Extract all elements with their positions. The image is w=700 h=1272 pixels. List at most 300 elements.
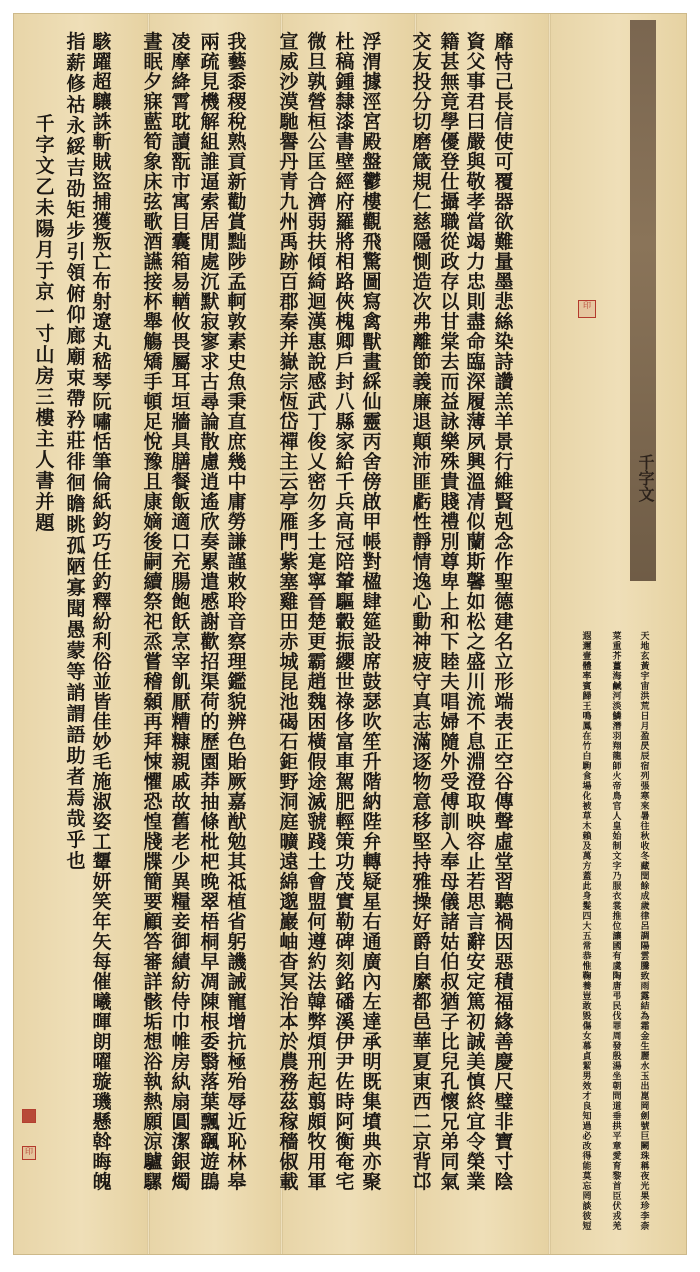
seal-script-character: 祜: [66, 94, 86, 116]
seal-script-character: 服: [612, 882, 622, 892]
seal-script-character: 貽: [227, 751, 247, 773]
seal-script-character: 切: [412, 111, 432, 133]
seal-script-character: 黜: [227, 231, 247, 253]
seal-script-character: 舊: [171, 811, 191, 833]
seal-script-character: 旦: [307, 51, 327, 73]
seal-script-character: 孤: [66, 535, 86, 557]
seal-script-character: 屬: [171, 351, 191, 373]
seal-script-character: 顰: [92, 851, 112, 873]
seal-script-character: 哉: [66, 808, 86, 830]
seal-script-character: 嘉: [227, 791, 247, 813]
seal-script-character: 肥: [335, 791, 355, 813]
seal-script-character: 敢: [582, 1002, 592, 1012]
seal-script-character: 洞: [279, 791, 299, 813]
seal-script-character: 王: [582, 702, 592, 712]
seal-script-character: 枇: [200, 831, 220, 853]
seal-script-character: 隨: [440, 731, 460, 753]
seal-script-character: 佐: [335, 1071, 355, 1093]
seal-script-character: 叛: [92, 231, 112, 253]
seal-script-character: 姑: [440, 931, 460, 953]
seal-script-character: 堂: [494, 851, 514, 873]
seal-script-character: 若: [466, 871, 486, 893]
seal-script-character: 梧: [200, 911, 220, 933]
seal-script-character: 首: [612, 1182, 622, 1192]
seal-script-character: 於: [279, 1031, 299, 1053]
seal-script-character: 敦: [227, 311, 247, 333]
seal-script-character: 攸: [171, 311, 191, 333]
seal-script-character: 習: [494, 871, 514, 893]
seal-script-character: 堅: [412, 831, 432, 853]
seal-script-character: 輦: [335, 571, 355, 593]
seal-script-character: 碣: [279, 711, 299, 733]
seal-script-character: 誠: [466, 1031, 486, 1053]
seal-script-character: 都: [412, 991, 432, 1013]
seal-script-character: 次: [412, 291, 432, 313]
seal-script-character: 俗: [92, 651, 112, 673]
seal-script-character: 謙: [227, 531, 247, 553]
seal-script-character: 乃: [612, 872, 622, 882]
seal-script-character: 俠: [335, 291, 355, 313]
seal-script-character: 浮: [362, 31, 382, 53]
seal-script-character: 經: [335, 171, 355, 193]
seal-script-character: 席: [362, 651, 382, 673]
seal-script-character: 黍: [227, 71, 247, 93]
seal-script-character: 累: [200, 551, 220, 573]
seal-script-character: 莫: [582, 1172, 592, 1182]
seal-script-character: 杷: [200, 851, 220, 873]
seal-script-character: 曠: [279, 831, 299, 853]
seal-script-character: 洪: [640, 692, 650, 702]
seal-script-character: 辭: [466, 931, 486, 953]
seal-script-character: 尺: [494, 1071, 514, 1093]
seal-script-character: 帳: [362, 531, 382, 553]
seal-script-character: 韓: [307, 991, 327, 1013]
seal-script-character: 水: [640, 1062, 650, 1072]
seal-script-character: 植: [227, 891, 247, 913]
seal-script-character: 飄: [200, 1111, 220, 1133]
seal-script-character: 周: [612, 1032, 622, 1042]
seal-script-character: 牒: [143, 851, 163, 873]
seal-script-character: 靜: [412, 531, 432, 553]
seal-script-character: 靈: [362, 411, 382, 433]
seal-script-character: 寔: [307, 551, 327, 573]
seal-script-character: 祗: [227, 871, 247, 893]
seal-script-character: 誚: [66, 682, 86, 704]
seal-script-character: 步: [66, 220, 86, 242]
seal-script-character: 弱: [307, 211, 327, 233]
seal-script-character: 伊: [335, 1031, 355, 1053]
seal-script-character: 傷: [582, 1022, 592, 1032]
seal-script-character: 侍: [171, 991, 191, 1013]
seal-script-character: 勸: [227, 191, 247, 213]
seal-script-character: 既: [362, 1071, 382, 1093]
seal-script-character: 布: [92, 271, 112, 293]
seal-script-character: 甲: [362, 511, 382, 533]
seal-script-character: 神: [412, 631, 432, 653]
seal-script-character: 邇: [582, 642, 592, 652]
seal-script-character: 亡: [92, 251, 112, 273]
seal-script-character: 廊: [66, 325, 86, 347]
seal-script-character: 讌: [143, 251, 163, 273]
seal-script-character: 樓: [362, 191, 382, 213]
seal-script-character: 遵: [307, 931, 327, 953]
seal-script-character: 絳: [171, 71, 191, 93]
seal-script-character: 黎: [612, 1172, 622, 1182]
seal-script-character: 亦: [362, 1151, 382, 1173]
seal-script-character: 宜: [466, 1111, 486, 1133]
seal-script-character: 招: [200, 651, 220, 673]
seal-script-character: 徊: [66, 472, 86, 494]
seal-script-character: 鵾: [200, 1171, 220, 1193]
seal-script-character: 父: [466, 51, 486, 73]
seal-script-character: 駭: [92, 31, 112, 53]
seal-script-character: 宙: [640, 682, 650, 692]
seal-script-character: 散: [200, 431, 220, 453]
seal-script-character: 躍: [92, 51, 112, 73]
seal-script-character: 對: [362, 551, 382, 573]
seal-script-character: 縣: [335, 411, 355, 433]
seal-script-character: 戶: [335, 351, 355, 373]
seal-script-character: 茲: [279, 1091, 299, 1113]
seal-script-character: 退: [412, 411, 432, 433]
seal-script-character: 接: [143, 271, 163, 293]
seal-script-character: 作: [494, 551, 514, 573]
seal-script-character: 虛: [494, 831, 514, 853]
seal-script-character: 真: [412, 691, 432, 713]
seal-script-character: 寶: [494, 1131, 514, 1153]
seal-script-character: 瞻: [66, 493, 86, 515]
seal-script-character: 號: [640, 1122, 650, 1132]
seal-script-character: 趙: [307, 671, 327, 693]
seal-script-character: 氣: [440, 1171, 460, 1193]
seal-script-character: 映: [466, 811, 486, 833]
seal-script-character: 集: [362, 1091, 382, 1113]
seal-script-character: 恃: [494, 51, 514, 73]
seal-script-character: 徘: [66, 451, 86, 473]
seal-script-character: 恭: [582, 952, 592, 962]
seal-script-character: 翔: [612, 742, 622, 752]
seal-script-character: 薄: [466, 411, 486, 433]
seal-script-character: 有: [612, 952, 622, 962]
seal-script-character: 鼓: [362, 671, 382, 693]
seal-script-character: 籍: [440, 31, 460, 53]
seal-script-character: 夫: [440, 671, 460, 693]
seal-script-character: 驤: [92, 91, 112, 113]
seal-script-character: 營: [307, 91, 327, 113]
seal-script-character: 踐: [307, 831, 327, 853]
seal-script-character: 口: [171, 531, 191, 553]
seal-script-character: 奉: [440, 851, 460, 873]
seal-script-character: 飯: [171, 491, 191, 513]
seal-script-character: 則: [466, 291, 486, 313]
seal-script-character: 寡: [66, 577, 86, 599]
seal-script-character: 綵: [362, 371, 382, 393]
seal-script-character: 渭: [362, 51, 382, 73]
seal-script-character: 階: [362, 771, 382, 793]
seal-script-character: 綿: [279, 871, 299, 893]
seal-script-character: 曦: [92, 991, 112, 1013]
seal-script-character: 正: [494, 731, 514, 753]
seal-script-character: 淵: [466, 751, 486, 773]
seal-script-character: 才: [582, 1092, 592, 1102]
seal-script-character: 養: [582, 982, 592, 992]
seal-script-character: 棠: [440, 331, 460, 353]
seal-script-character: 必: [582, 1132, 592, 1142]
seal-script-character: 能: [582, 1162, 592, 1172]
seal-script-character: 愚: [66, 619, 86, 641]
seal-script-character: 忘: [582, 1182, 592, 1192]
seal-script-character: 績: [171, 951, 191, 973]
seal-script-character: 罪: [612, 1022, 622, 1032]
seal-script-character: 日: [640, 712, 650, 722]
seal-script-character: 治: [279, 991, 299, 1013]
seal-script-character: 月: [35, 239, 55, 261]
seal-script-character: 珍: [640, 1202, 650, 1212]
seal-script-character: 審: [143, 951, 163, 973]
seal-script-character: 生: [640, 1042, 650, 1052]
seal-script-character: 傍: [362, 471, 382, 493]
seal-script-character: 敕: [227, 571, 247, 593]
seal-script-character: 等: [66, 661, 86, 683]
calligraphy-column: [306, 32, 328, 1192]
seal-script-character: 情: [412, 551, 432, 573]
seal-script-character: 聽: [494, 891, 514, 913]
seal-script-character: 宿: [640, 762, 650, 772]
seal-script-character: 裳: [612, 902, 622, 912]
seal-script-character: 體: [582, 662, 592, 672]
seal-script-character: 再: [143, 711, 163, 733]
seal-script-character: 雅: [412, 871, 432, 893]
seal-script-character: 筵: [362, 611, 382, 633]
seal-script-character: 而: [440, 371, 460, 393]
seal-script-character: 歸: [582, 692, 592, 702]
seal-script-character: 尋: [200, 391, 220, 413]
seal-script-character: 物: [412, 771, 432, 793]
seal-script-character: 詠: [440, 411, 460, 433]
seal-script-character: 焉: [66, 787, 86, 809]
seal-script-character: 途: [307, 771, 327, 793]
seal-script-character: 被: [582, 802, 592, 812]
seal-script-character: 紈: [171, 1071, 191, 1093]
seal-script-character: 勞: [227, 511, 247, 533]
seal-script-character: 慈: [412, 211, 432, 233]
seal-script-character: 終: [466, 1091, 486, 1113]
seal-script-character: 行: [494, 451, 514, 473]
seal-script-character: 恬: [92, 431, 112, 453]
seal-script-character: 千: [335, 471, 355, 493]
seal-script-character: 遙: [200, 491, 220, 513]
seal-script-character: 家: [335, 431, 355, 453]
seal-script-character: 卿: [335, 331, 355, 353]
seal-script-character: 百: [279, 271, 299, 293]
seal-script-character: 觴: [143, 331, 163, 353]
seal-script-character: 交: [412, 31, 432, 53]
seal-script-character: 史: [227, 351, 247, 373]
seal-script-character: 糠: [171, 731, 191, 753]
seal-script-character: 珠: [640, 1152, 650, 1162]
seal-script-character: 登: [440, 151, 460, 173]
seal-script-character: 止: [466, 851, 486, 873]
seal-script-character: 食: [582, 772, 592, 782]
seal-script-character: 以: [440, 291, 460, 313]
seal-script-character: 賞: [227, 211, 247, 233]
seal-script-character: 壁: [335, 151, 355, 173]
seal-script-character: 攝: [440, 191, 460, 213]
seal-script-character: 深: [466, 371, 486, 393]
seal-script-character: 陋: [66, 556, 86, 578]
seal-script-character: 意: [412, 791, 432, 813]
seal-script-character: 造: [412, 271, 432, 293]
seal-script-character: 自: [412, 951, 432, 973]
seal-script-character: 囊: [171, 231, 191, 253]
seal-script-character: 子: [440, 1011, 460, 1033]
seal-script-character: 節: [412, 351, 432, 373]
seal-script-character: 斡: [92, 1131, 112, 1153]
seal-script-character: 宇: [640, 672, 650, 682]
seal-script-character: 草: [582, 812, 592, 822]
seal-script-character: 兒: [440, 1051, 460, 1073]
seal-script-character: 效: [582, 1082, 592, 1092]
seal-script-character: 巨: [640, 1132, 650, 1142]
seal-script-character: 抽: [200, 791, 220, 813]
seal-script-character: 用: [307, 1151, 327, 1173]
seal-script-character: 煩: [307, 1031, 327, 1053]
seal-script-character: 業: [466, 1171, 486, 1193]
seal-script-character: 馨: [466, 571, 486, 593]
seal-script-character: 為: [640, 1012, 650, 1022]
seal-script-character: 俯: [66, 283, 86, 305]
seal-script-character: 約: [307, 951, 327, 973]
seal-script-character: 人: [612, 812, 622, 822]
seal-script-character: 動: [412, 611, 432, 633]
seal-script-character: 扶: [307, 231, 327, 253]
seal-script-character: 故: [171, 791, 191, 813]
seal-script-character: 蓋: [582, 872, 592, 882]
seal-script-character: 杜: [335, 31, 355, 53]
seal-script-character: 的: [200, 711, 220, 733]
seal-script-character: 二: [412, 1111, 432, 1133]
seal-script-character: 主: [35, 428, 55, 450]
seal-script-character: 願: [143, 1111, 163, 1133]
seal-script-character: 寸: [35, 323, 55, 345]
seal-script-character: 知: [582, 1112, 592, 1122]
seal-script-character: 紫: [279, 551, 299, 573]
seal-script-character: 悚: [143, 751, 163, 773]
seal-script-character: 母: [440, 871, 460, 893]
seal-script-character: 投: [412, 71, 432, 93]
seal-script-character: 乂: [307, 451, 327, 473]
seal-script-character: 逼: [200, 171, 220, 193]
seal-script-character: 輶: [171, 291, 191, 313]
seal-script-character: 秋: [640, 832, 650, 842]
seal-script-character: 初: [466, 1011, 486, 1033]
seal-script-character: 伏: [612, 1202, 622, 1212]
seal-script-character: 巾: [171, 1011, 191, 1033]
seal-script-character: 豈: [582, 992, 592, 1002]
seal-script-character: 續: [143, 571, 163, 593]
seal-script-character: 辰: [640, 752, 650, 762]
seal-script-character: 定: [466, 971, 486, 993]
seal-script-character: 婦: [440, 711, 460, 733]
seal-script-character: 濟: [307, 191, 327, 213]
seal-script-character: 令: [466, 1131, 486, 1153]
seal-script-character: 池: [279, 691, 299, 713]
seal-script-character: 困: [307, 711, 327, 733]
seal-script-character: 往: [640, 822, 650, 832]
seal-script-character: 此: [582, 882, 592, 892]
seal-script-character: 岫: [279, 931, 299, 953]
seal-script-character: 致: [640, 972, 650, 982]
seal-script-character: 矜: [66, 409, 86, 431]
seal-script-character: 迴: [307, 291, 327, 313]
seal-script-character: 夏: [412, 1051, 432, 1073]
seal-script-character: 野: [279, 771, 299, 793]
seal-script-character: 釋: [92, 591, 112, 613]
seal-script-character: 龍: [612, 752, 622, 762]
seal-script-character: 箴: [412, 151, 432, 173]
seal-script-character: 章: [612, 1142, 622, 1152]
seal-script-character: 鹹: [612, 682, 622, 692]
seal-script-character: 答: [143, 931, 163, 953]
seal-script-character: 和: [440, 611, 460, 633]
seal-script-character: 聚: [362, 1171, 382, 1193]
seal-script-character: 陛: [362, 811, 382, 833]
seal-script-character: 弗: [412, 311, 432, 333]
seal-script-character: 烝: [143, 631, 163, 653]
seal-script-character: 超: [92, 71, 112, 93]
seal-script-character: 筍: [143, 131, 163, 153]
seal-script-character: 言: [466, 911, 486, 933]
seal-script-character: 宗: [279, 371, 299, 393]
seal-script-character: 寥: [200, 331, 220, 353]
seal-script-character: 眠: [143, 51, 163, 73]
seal-script-character: 茂: [335, 871, 355, 893]
seal-script-character: 嶽: [279, 351, 299, 373]
seal-script-character: 陽: [35, 218, 55, 240]
seal-script-character: 星: [362, 891, 382, 913]
seal-script-character: 空: [494, 751, 514, 773]
seal-script-character: 璇: [92, 1071, 112, 1093]
seal-script-character: 昃: [640, 742, 650, 752]
seal-script-character: 赤: [279, 631, 299, 653]
seal-script-character: 輕: [335, 811, 355, 833]
seal-script-character: 發: [612, 1042, 622, 1052]
seal-script-character: 巖: [279, 911, 299, 933]
seal-script-character: 虢: [307, 811, 327, 833]
seal-script-character: 丁: [307, 411, 327, 433]
seal-script-character: 收: [640, 842, 650, 852]
seal-script-character: 高: [335, 511, 355, 533]
seal-script-character: 率: [582, 672, 592, 682]
seal-script-character: 邙: [412, 1171, 432, 1193]
seal-script-character: 銘: [335, 971, 355, 993]
seal-script-character: 傾: [307, 251, 327, 273]
seal-script-character: 根: [200, 1011, 220, 1033]
seal-script-character: 吉: [66, 157, 86, 179]
seal-script-character: 稽: [143, 671, 163, 693]
seal-script-character: 德: [494, 591, 514, 613]
seal-script-character: 志: [412, 711, 432, 733]
seal-script-character: 惟: [582, 962, 592, 972]
seal-script-character: 竟: [440, 91, 460, 113]
seal-script-character: 恥: [227, 1131, 247, 1153]
seal-script-character: 象: [143, 151, 163, 173]
seal-script-character: 懼: [143, 771, 163, 793]
seal-script-character: 題: [35, 512, 55, 534]
seal-script-character: 女: [582, 1032, 592, 1042]
seal-script-character: 達: [362, 1011, 382, 1033]
seal-script-character: 沛: [412, 451, 432, 473]
